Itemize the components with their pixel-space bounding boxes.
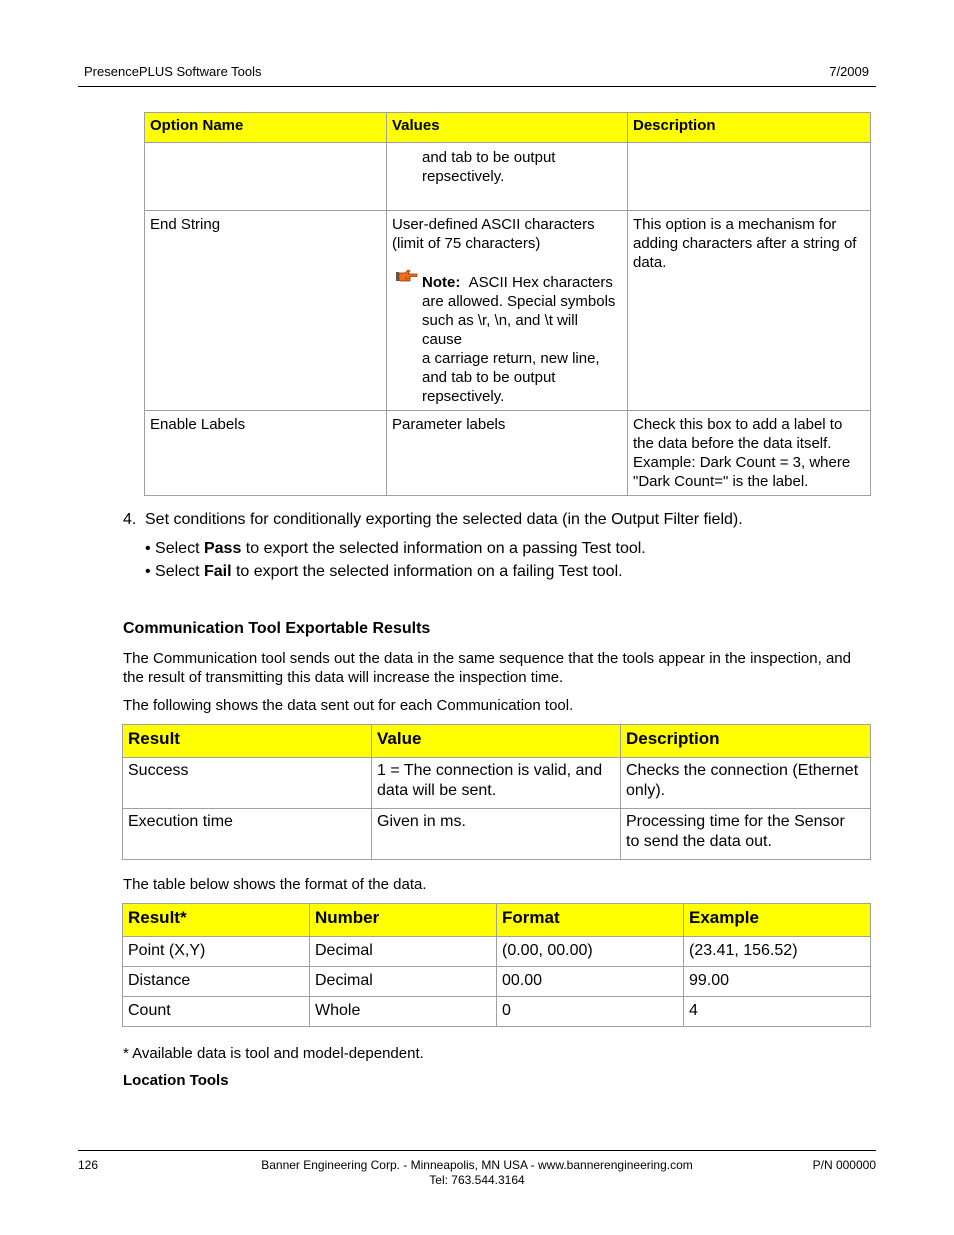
cell-text: and tab to be output [422, 369, 556, 386]
section-heading: Communication Tool Exportable Results [123, 620, 431, 637]
footer-company-line: Banner Engineering Corp. - Minneapolis, MN USA - www.bannerengineering.com [261, 1158, 693, 1172]
cell-text: a carriage return, new line, [422, 350, 600, 367]
table-row [123, 758, 871, 809]
paragraph-line: The Communication tool sends out the data in the same sequence that the tools appear in the inspection, and [123, 650, 851, 667]
option-name-cell: Enable Labels [145, 411, 387, 496]
step-text: Set conditions for conditionally exporting the selected data (in the Output Filter field). [145, 511, 743, 528]
cell-text: the data before the data itself. [633, 435, 832, 452]
bullet-pass [145, 538, 646, 560]
option-name-cell: End String [145, 211, 387, 411]
options-table-header-row [145, 113, 871, 143]
table-cell: (0.00, 00.00) [497, 937, 684, 967]
table-row [145, 143, 871, 211]
bullet-text: to export the selected information on a passing Test tool. [241, 540, 646, 557]
column-header-values: Values [387, 113, 628, 143]
cell-text: Processing time for the Sensor [626, 813, 845, 830]
cell-text: "Dark Count=" is the label. [633, 473, 809, 490]
table-cell: Decimal [310, 967, 497, 997]
table-row [123, 967, 871, 997]
column-header-option-name: Option Name [145, 113, 387, 143]
section-paragraph [123, 649, 875, 687]
table-header-row [123, 725, 871, 758]
data-format-table [122, 903, 871, 1027]
column-header-description: Description [628, 113, 871, 143]
table-row [145, 411, 871, 496]
table-cell: 00.00 [497, 967, 684, 997]
cell-text: data will be sent. [377, 782, 497, 799]
page-number: 126 [78, 1158, 99, 1172]
value-cell [372, 758, 621, 809]
table-cell: 0 [497, 997, 684, 1027]
subheading-location-tools: Location Tools [123, 1072, 229, 1089]
cell-text: Example: Dark Count = 3, where [633, 454, 851, 471]
cell-text: to send the data out. [626, 833, 772, 850]
table-cell: Count [123, 997, 310, 1027]
paragraph-line: the result of transmitting this data will increase the inspection time. [123, 669, 564, 686]
header-rule [78, 86, 876, 87]
value-cell [372, 809, 621, 860]
table-cell: Distance [123, 967, 310, 997]
column-header-value: Value [372, 725, 621, 758]
table-cell: Point (X,Y) [123, 937, 310, 967]
table-row [123, 997, 871, 1027]
table-cell: Decimal [310, 937, 497, 967]
bullet-text: • Select [145, 540, 204, 557]
table-cell: 99.00 [684, 967, 871, 997]
result-cell: Execution time [123, 809, 372, 860]
cell-text: Checks the connection (Ethernet [626, 762, 859, 779]
table-row [145, 211, 871, 411]
options-table [144, 112, 871, 496]
note-label: Note: [422, 274, 461, 291]
table-cell: (23.41, 156.52) [684, 937, 871, 967]
table-cell [145, 143, 387, 211]
footnote: * Available data is tool and model-dependent. [123, 1045, 424, 1062]
bullet-text: to export the selected information on a failing Test tool. [231, 563, 623, 580]
bullet-text: • Select [145, 563, 204, 580]
cell-text: such as \r, \n, and \t will cause [422, 312, 578, 348]
bullet-keyword: Fail [203, 563, 232, 580]
description-cell [628, 211, 871, 411]
values-cell [387, 211, 628, 411]
column-header-number: Number [310, 904, 497, 937]
cell-text: (limit of 75 characters) [392, 235, 541, 252]
bullet-keyword: Pass [203, 540, 242, 557]
running-header-title: PresencePLUS Software Tools [84, 64, 262, 79]
cell-text: repsectively. [422, 388, 505, 405]
note-block [392, 273, 622, 406]
cell-text: Given in ms. [377, 813, 466, 830]
description-cell [621, 809, 871, 860]
cell-text: Check this box to add a label to [633, 416, 843, 433]
cell-text: data. [633, 254, 667, 271]
column-header-result: Result [123, 725, 372, 758]
footer-rule [78, 1150, 876, 1151]
footer-phone: Tel: 763.544.3164 [429, 1173, 525, 1187]
column-header-result: Result* [123, 904, 310, 937]
table-cell: 4 [684, 997, 871, 1027]
bullet-fail [145, 561, 623, 583]
table-cell: Whole [310, 997, 497, 1027]
table-row [123, 809, 871, 860]
table-row [123, 937, 871, 967]
section-paragraph-2: The following shows the data sent out for each Communication tool. [123, 697, 574, 714]
result-cell: Success [123, 758, 372, 809]
cell-text: adding characters after a string of [633, 235, 857, 252]
footer-company [0, 1158, 954, 1188]
cell-text: User-defined ASCII characters [392, 216, 595, 233]
cell-text: only). [626, 782, 666, 799]
cell-text: are allowed. Special symbols [422, 293, 616, 310]
table-header-row [123, 904, 871, 937]
part-number: P/N 000000 [812, 1158, 876, 1172]
format-intro: The table below shows the format of the data. [123, 876, 427, 893]
column-header-format: Format [497, 904, 684, 937]
table-cell [387, 143, 628, 211]
table-cell [628, 143, 871, 211]
cell-text: and tab to be output [422, 149, 556, 166]
description-cell [628, 411, 871, 496]
cell-text: ASCII Hex characters [468, 274, 613, 291]
column-header-description: Description [621, 725, 871, 758]
column-header-example: Example [684, 904, 871, 937]
cell-text: This option is a mechanism for [633, 216, 837, 233]
communication-results-table [122, 724, 871, 860]
values-cell: Parameter labels [387, 411, 628, 496]
pointing-hand-icon [396, 269, 418, 283]
description-cell [621, 758, 871, 809]
cell-text: repsectively. [422, 168, 505, 185]
cell-text: 1 = The connection is valid, and [377, 762, 603, 779]
running-header-date: 7/2009 [829, 64, 869, 79]
step-number: 4. [123, 511, 137, 528]
